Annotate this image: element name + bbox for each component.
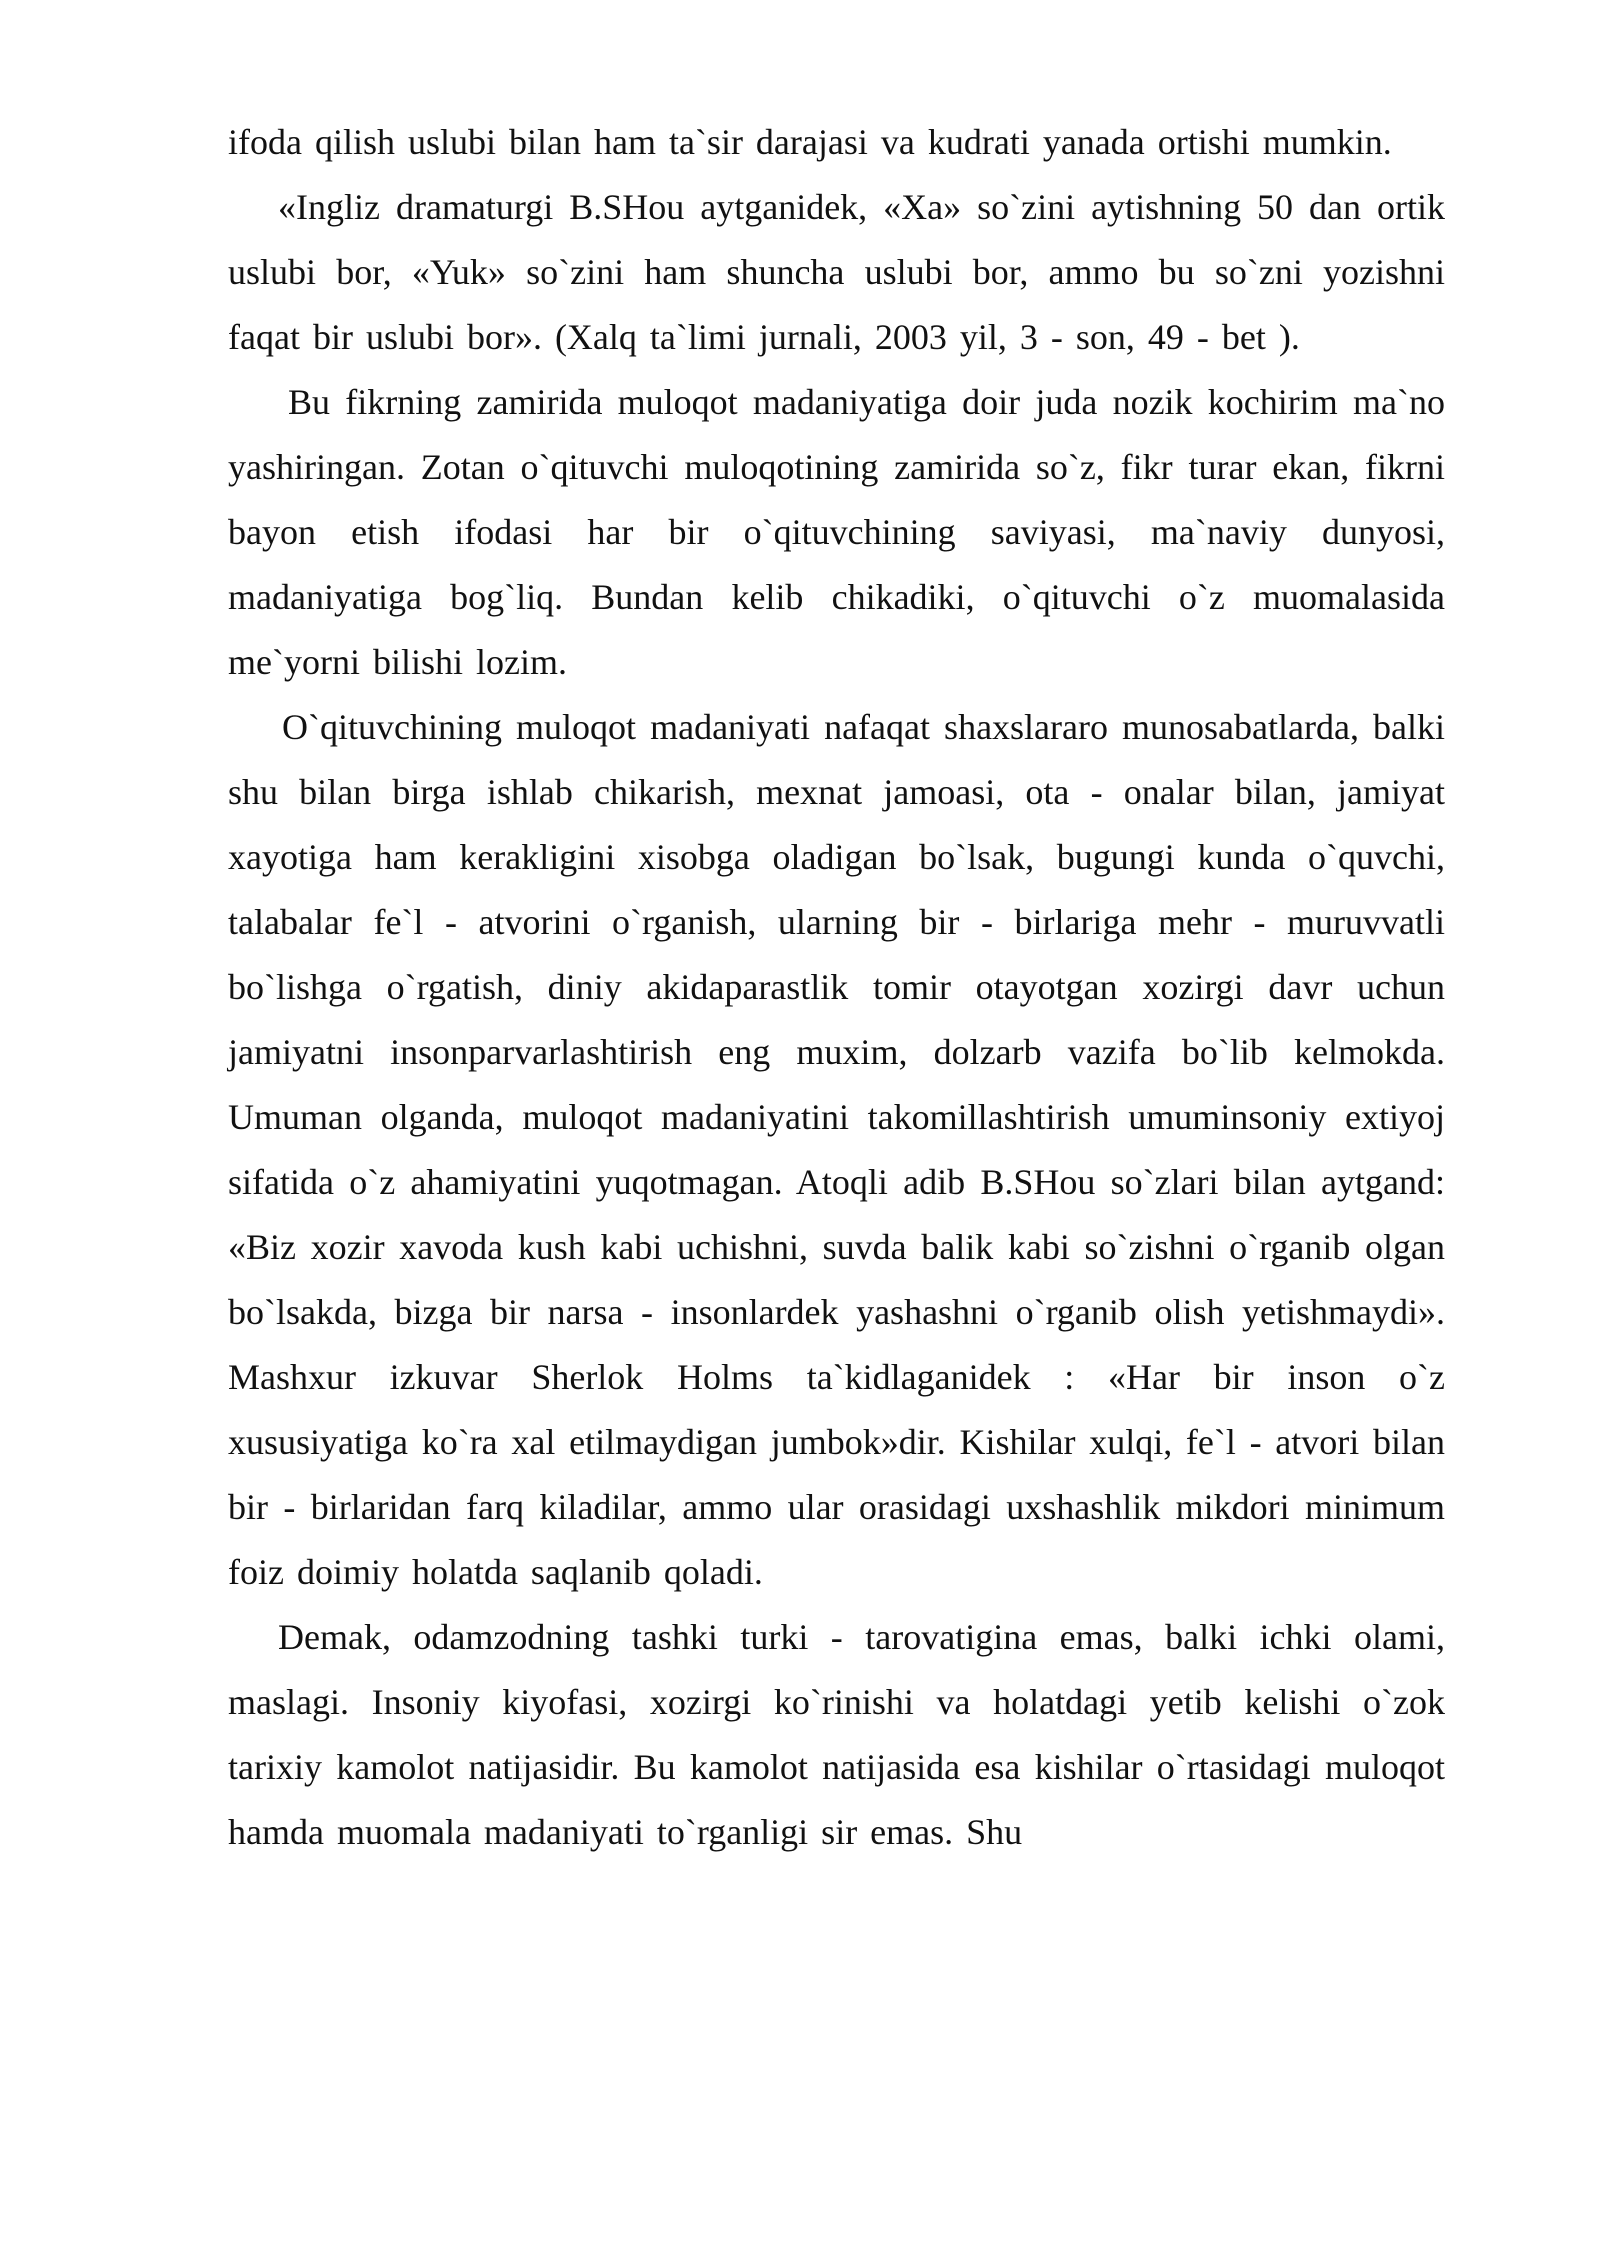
paragraph-5: Demak, odamzodning tashki turki - tarovatigina emas, balki ichki olami, maslagi. Insoniy kiyofasi, xozirgi ko`rinishi va holatdagi yetib kelishi o`zok tarixiy kamolot natijasidir. Bu kamolot natijasida esa kishilar o`rtasidagi muloqot hamda muomala madaniyati to`rganligi sir emas. Shu xyxy=(228,1617,1445,1852)
paragraph-2: «Ingliz dramaturgi B.SHou aytganidek, «Xa» so`zini aytishning 50 dan ortik uslubi bor, «Yuk» so`zini ham shuncha uslubi bor, ammo bu so`zni yozishni faqat bir uslubi bor». (Xalq ta`limi jurnali, 2003 yil, 3 - son, 49 - bet ). xyxy=(228,187,1445,357)
paragraph-1: ifoda qilish uslubi bilan ham ta`sir darajasi va kudrati yanada ortishi mumkin. xyxy=(228,122,1392,162)
document-page xyxy=(228,110,1445,1865)
paragraph-4: O`qituvchining muloqot madaniyati nafaqat shaxslararo munosabatlarda, balki shu bilan birga ishlab chikarish, mexnat jamoasi, ota - onalar bilan, jamiyat xayotiga ham kerakligini xisobga oladigan bo`lsak, bugungi kunda o`quvchi, talabalar fe`l - atvorini o`rganish, ularning bir - birlariga mehr - muruvvatli bo`lishga o`rgatish, diniy akidaparastlik tomir otayotgan xozirgi davr uchun jamiyatni insonparvarlashtirish eng muxim, dolzarb vazifa bo`lib kelmokda. Umuman olganda, muloqot madaniyatini takomillashtirish umuminsoniy extiyoj sifatida o`z ahamiyatini yuqotmagan. Atoqli adib B.SHou so`zlari bilan aytgand: «Biz xozir xavoda kush kabi uchishni, suvda balik kabi so`zishni o`rganib olgan bo`lsakda, bizga bir narsa - insonlardek yashashni o`rganib olish yetishmaydi». Mashxur izkuvar Sherlok Holms ta`kidlaganidek : «Har bir inson o`z xususiyatiga ko`ra xal etilmaydigan jumbok»dir. Kishilar xulqi, fe`l - atvori bilan bir - birlaridan farq kiladilar, ammo ular orasidagi uxshashlik mikdori minimum foiz doimiy holatda saqlanib qoladi. xyxy=(228,707,1445,1592)
paragraph-3: Bu fikrning zamirida muloqot madaniyatiga doir juda nozik kochirim ma`no yashiringan. Zotan o`qituvchi muloqotining zamirida so`z, fikr turar ekan, fikrni bayon etish ifodasi har bir o`qituvchining saviyasi, ma`naviy dunyosi, madaniyatiga bog`liq. Bundan kelib chikadiki, o`qituvchi o`z muomalasida me`yorni bilishi lozim. xyxy=(228,382,1445,682)
